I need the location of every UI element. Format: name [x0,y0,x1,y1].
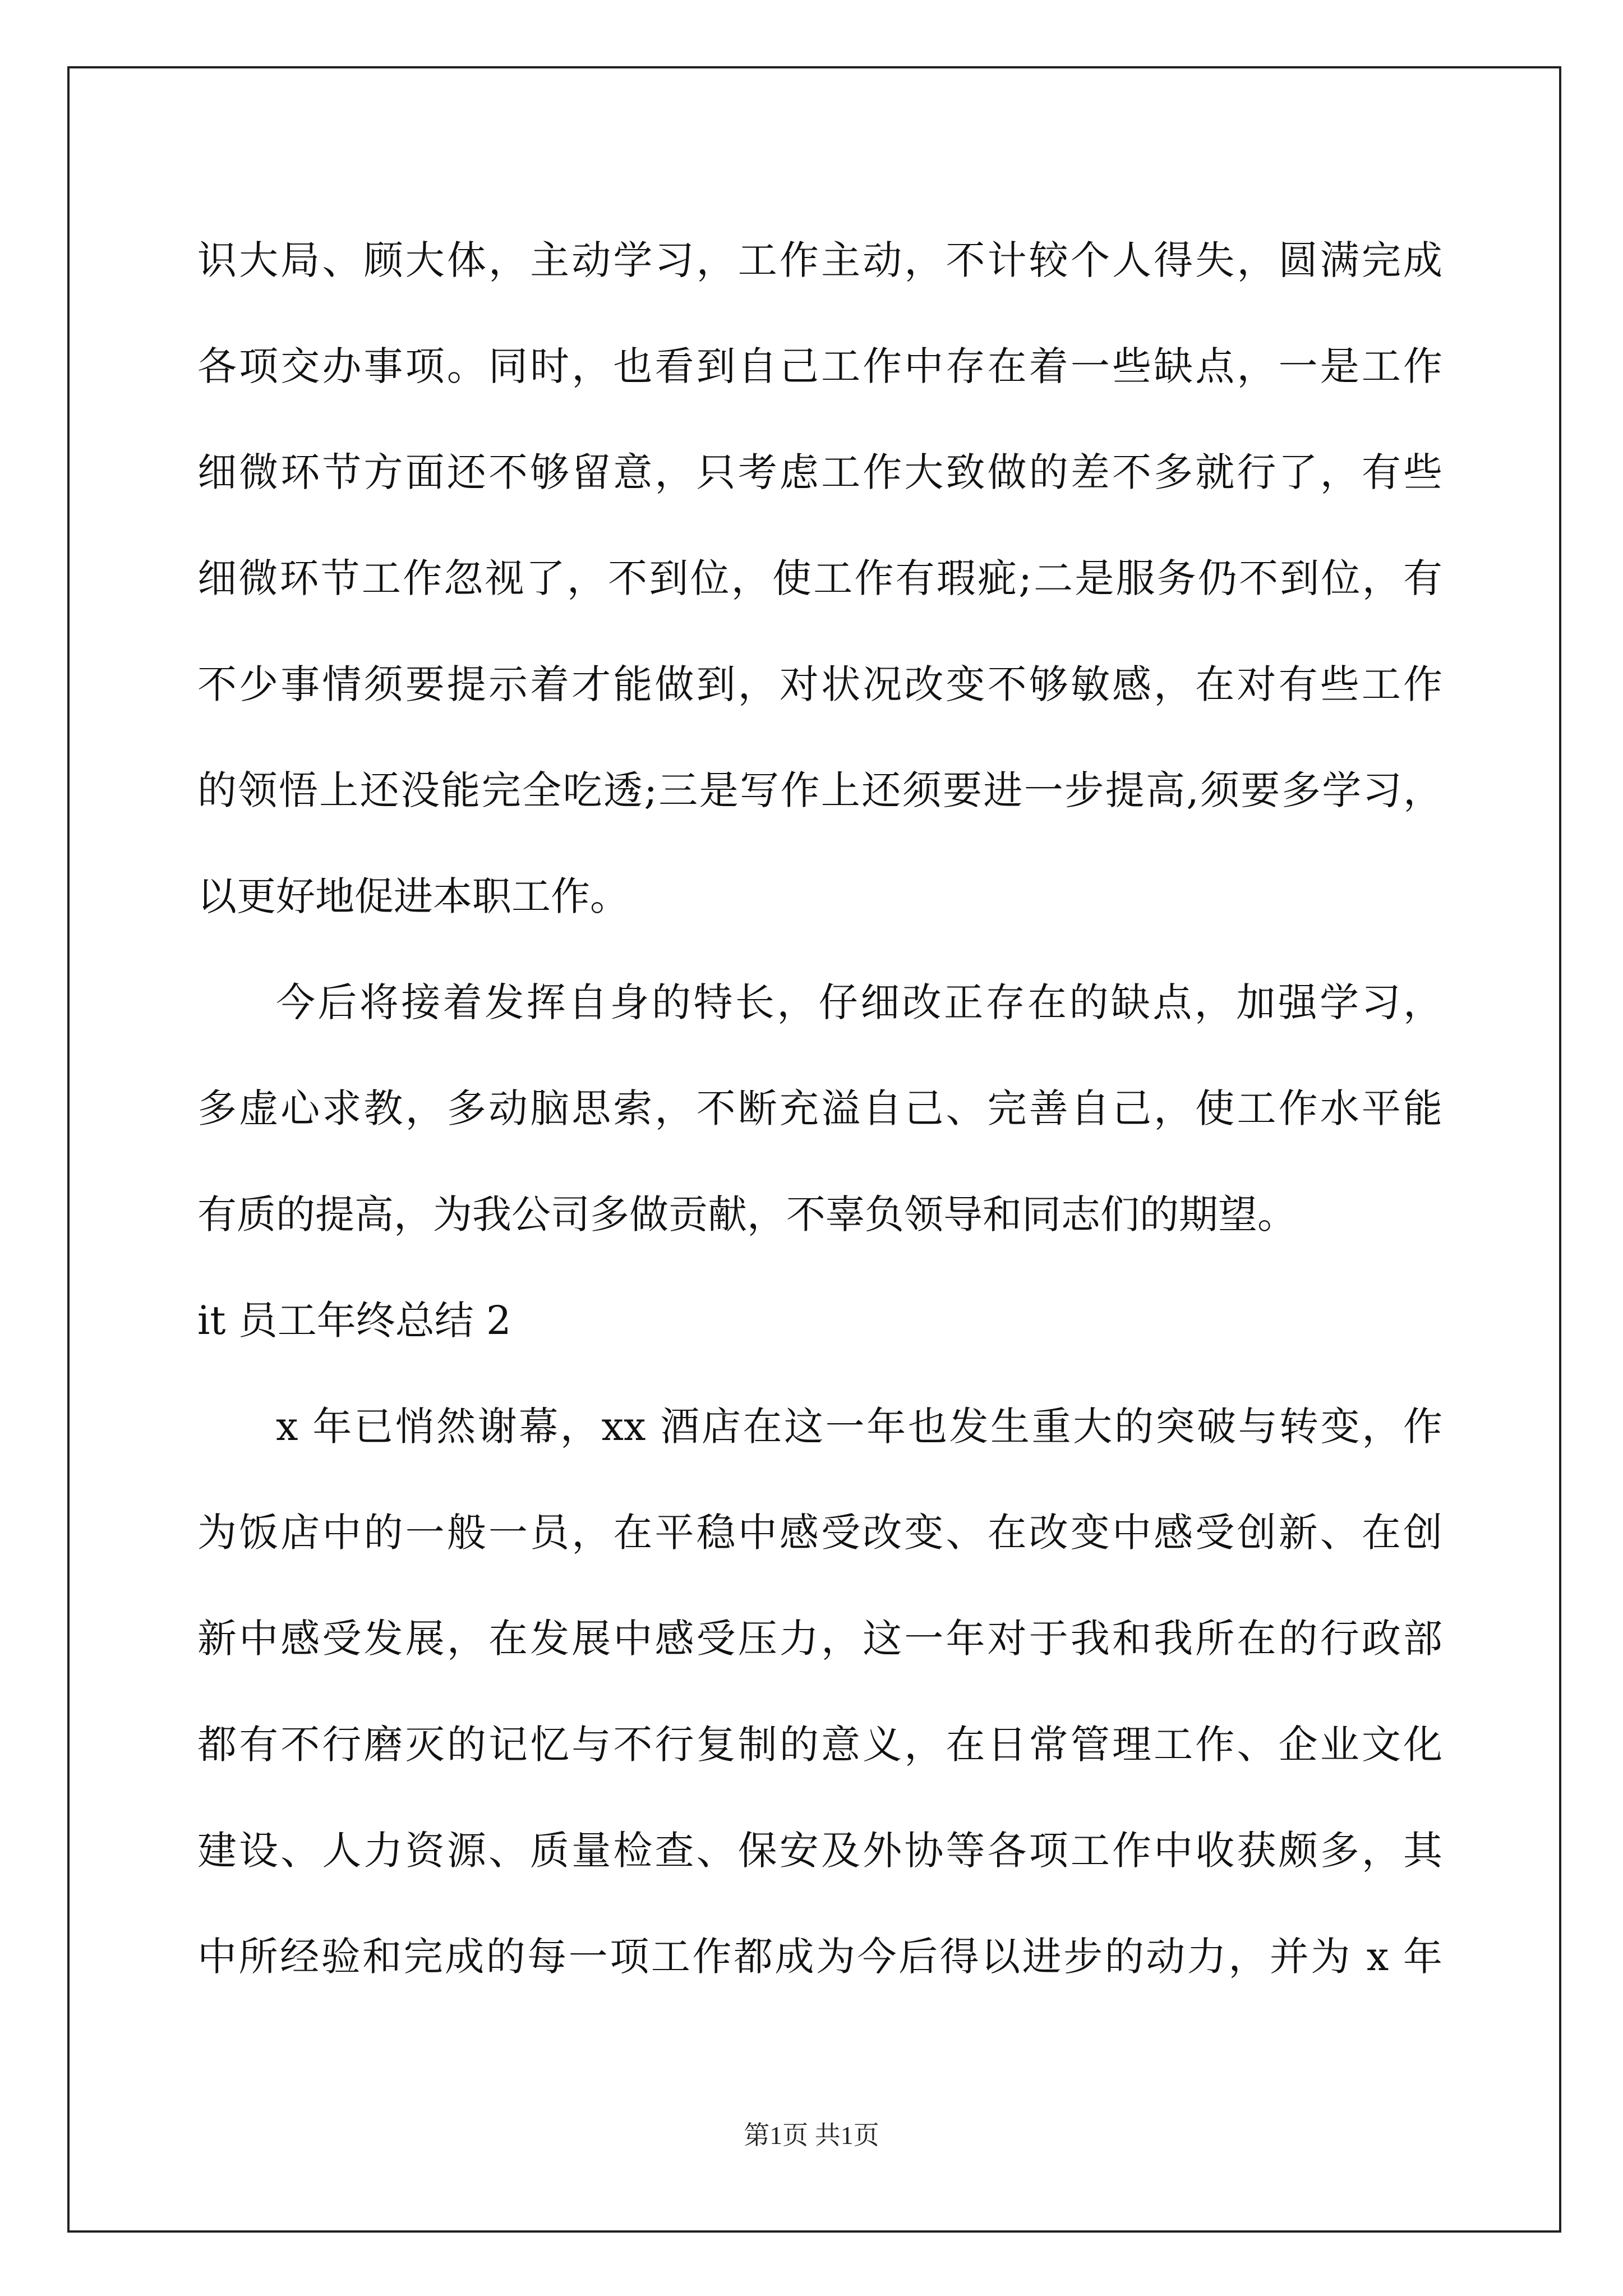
text-line: 细微环节工作忽视了，不到位，使工作有瑕疵;二是服务仍不到位，有 [197,555,1442,601]
document-body [197,208,1442,2010]
paragraph-1 [197,208,1442,950]
text-line: 新中感受发展，在发展中感受压力，这一年对于我和我所在的行政部 [197,1616,1442,1662]
text-line: 有质的提高，为我公司多做贡献，不辜负领导和同志们的期望。 [197,1191,1297,1237]
text-line: 以更好地促进本职工作。 [197,873,629,919]
text-line: 识大局、顾大体，主动学习，工作主动，不计较个人得失，圆满完成 [197,237,1442,283]
text-line: 多虚心求教，多动脑思索，不断充溢自己、完善自己，使工作水平能 [197,1085,1442,1131]
text-line: 的领悟上还没能完全吃透;三是写作上还须要进一步提高,须要多学习， [197,767,1442,813]
text-line: 各项交办事项。同时，也看到自己工作中存在着一些缺点，一是工作 [197,343,1442,389]
section-heading: it 员工年终总结 2 [197,1297,511,1343]
text-line: 细微环节方面还不够留意，只考虑工作大致做的差不多就行了，有些 [197,449,1442,495]
text-line: 为饭店中的一般一员，在平稳中感受改变、在改变中感受创新、在创 [197,1510,1442,1556]
text-line: 不少事情须要提示着才能做到，对状况改变不够敏感，在对有些工作 [197,661,1442,707]
paragraph-3 [197,1374,1442,2010]
text-line: 都有不行磨灭的记忆与不行复制的意义，在日常管理工作、企业文化 [197,1722,1442,1768]
text-line: x 年已悄然谢幕，xx 酒店在这一年也发生重大的突破与转变，作 [276,1404,1442,1450]
page-footer: 第1页 共1页 [744,2121,879,2150]
paragraph-2 [197,950,1442,1268]
text-line: 中所经验和完成的每一项工作都成为今后得以进步的动力，并为 x 年 [197,1934,1442,1980]
text-line: 建设、人力资源、质量检查、保安及外协等各项工作中收获颇多，其 [197,1828,1442,1874]
text-line: 今后将接着发挥自身的特长，仔细改正存在的缺点，加强学习， [276,979,1442,1025]
